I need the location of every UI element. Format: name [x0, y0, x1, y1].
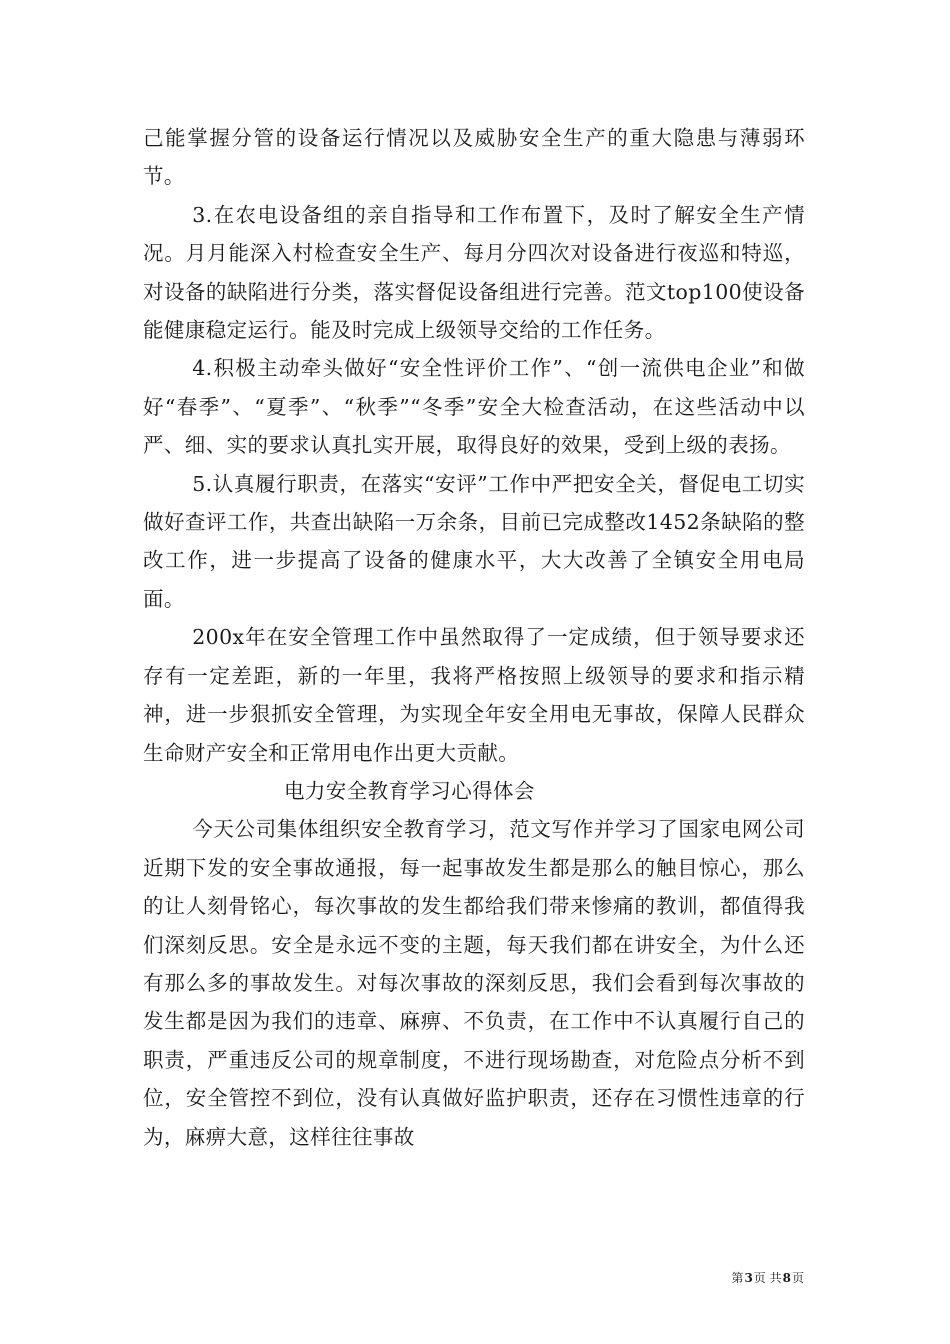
- footer-suffix: 页: [791, 1271, 804, 1285]
- footer-prefix: 第: [731, 1271, 744, 1285]
- page-number-footer: [731, 1270, 804, 1286]
- paragraph-item-5: 5.认真履行职责，在落实“安评”工作中严把安全关，督促电工切实做好查评工作，共查出缺陷一万余条，目前已完成整改1452条缺陷的整改工作，进一步提高了设备的健康水平，大大改善了全镇安全用电局面。: [143, 471, 805, 611]
- section-title: 电力安全教育学习心得体会: [284, 778, 535, 803]
- paragraph-item-3: 3.在农电设备组的亲自指导和工作布置下，及时了解安全生产情况。月月能深入村检查安全生产、每月分四次对设备进行夜巡和特巡，对设备的缺陷进行分类，落实督促设备组进行完善。范文top100使设备能健康稳定运行。能及时完成上级领导交给的工作任务。: [143, 202, 805, 343]
- footer-total-pages: 8: [782, 1271, 791, 1285]
- paragraph-continuation: 己能掌握分管的设备运行情况以及威胁安全生产的重大隐患与薄弱环节。: [143, 126, 805, 189]
- footer-current-page: 3: [744, 1271, 753, 1285]
- footer-middle: 页 共: [753, 1271, 782, 1285]
- paragraph-item-4: 4.积极主动牵头做好“安全性评价工作”、“创一流供电企业”和做好“春季”、“夏季”、“秋季”“冬季”安全大检查活动，在这些活动中以严、细、实的要求认真扎实开展，取得良好的效果，受到上级的表扬。: [143, 356, 805, 458]
- paragraph-section-body: 今天公司集体组织安全教育学习，范文写作并学习了国家电网公司近期下发的安全事故通报，每一起事故发生都是那么的触目惊心，那么的让人刻骨铭心，每次事故的发生都给我们带来惨痛的教训，都值得我们深刻反思。安全是永远不变的主题，每天我们都在讲安全，为什么还有那么多的事故发生。对每次事故的深刻反思，我们会看到每次事故的发生都是因为我们的违章、麻痹、不负责，在工作中不认真履行自己的职责，严重违反公司的规章制度，不进行现场勘查，对危险点分析不到位，安全管控不到位，没有认真做好监护职责，还存在习惯性违章的行为，麻痹大意，这样往往事故: [143, 817, 805, 1149]
- paragraph-summary: 200x年在安全管理工作中虽然取得了一定成绩，但于领导要求还存有一定差距，新的一年里，我将严格按照上级领导的要求和指示精神，进一步狠抓安全管理，为实现全年安全用电无事故，保障人民群众生命财产安全和正常用电作出更大贡献。: [143, 625, 805, 765]
- document-body: [143, 119, 805, 1156]
